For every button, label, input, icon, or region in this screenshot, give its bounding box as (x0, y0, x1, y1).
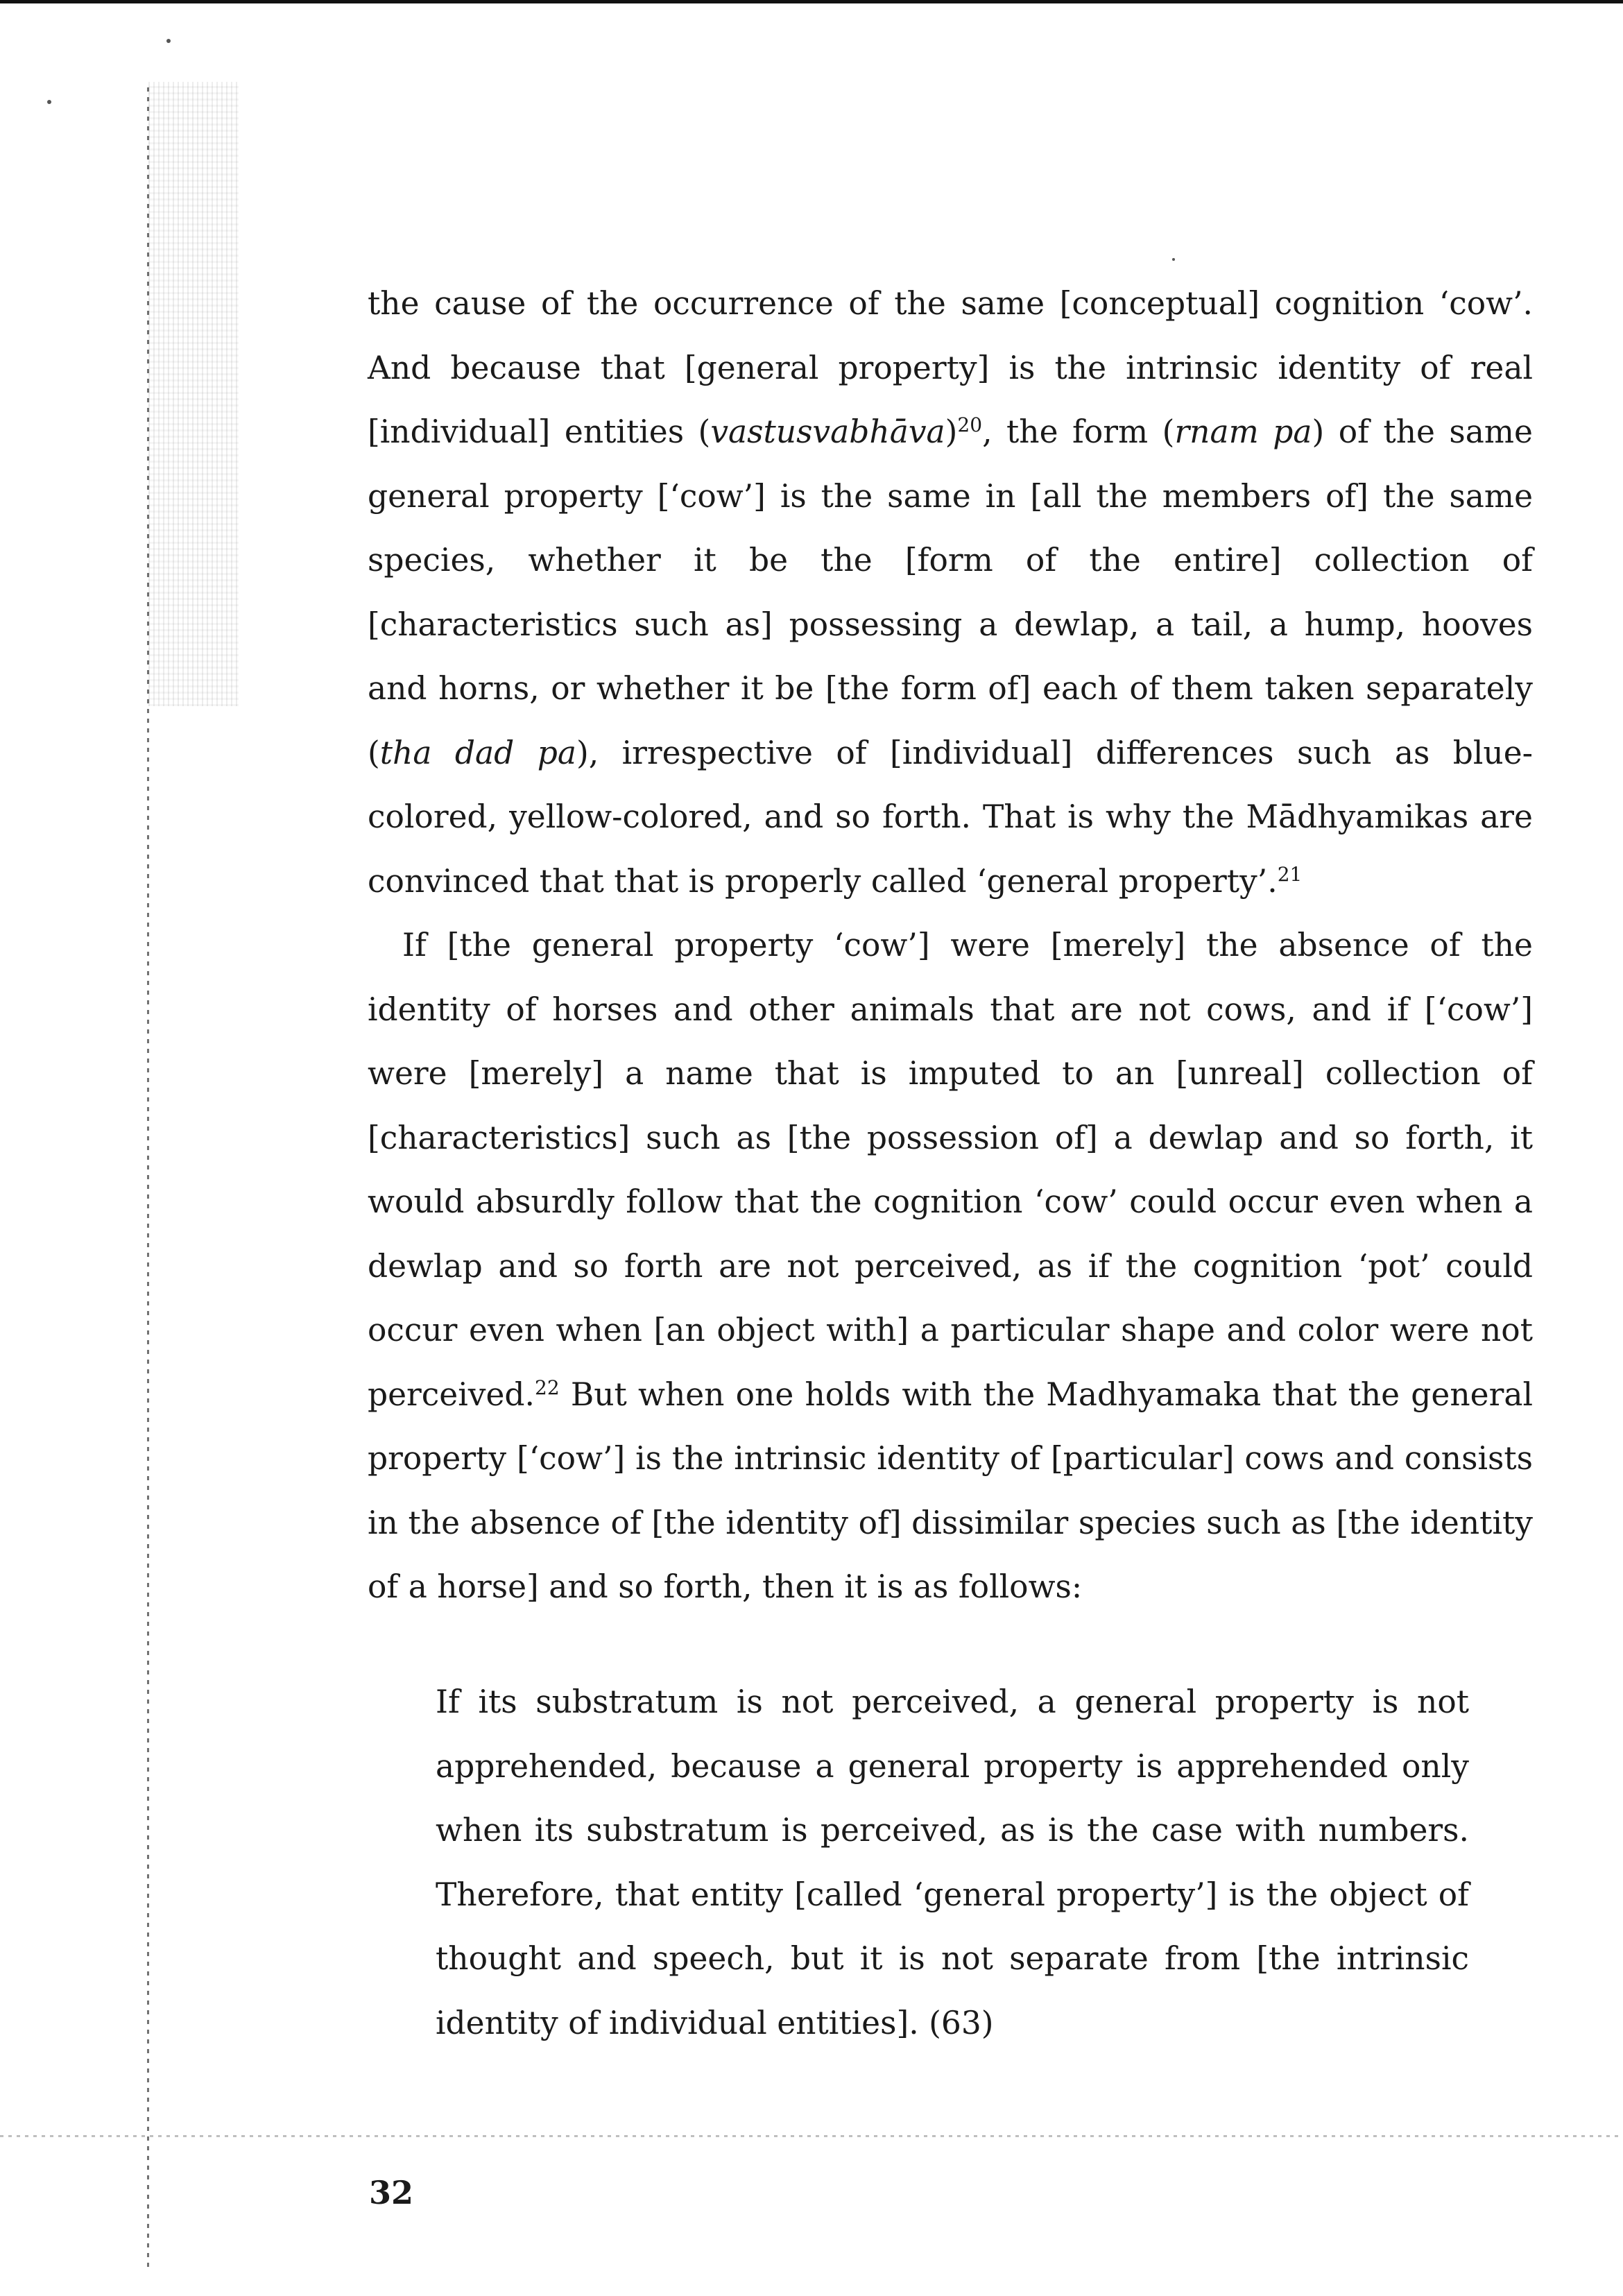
scan-speck (1172, 258, 1175, 261)
scan-speck (166, 39, 171, 43)
italic-term: vastusvabhāva (710, 413, 945, 450)
italic-term: tha dad pa (379, 734, 576, 771)
footnote-marker: 22 (535, 1376, 560, 1399)
scan-bottom-line (0, 2135, 1623, 2137)
text-run: If [the general property ‘cow’] were [merely] the absence of the identity of horses and other animals that are not cows, and if [‘cow’] were [merely] a name that is imputed to an [unreal] collection of [characteristics] such as [the possession of] a dewlap and so forth, it would absurdly follow that the cognition ‘cow’ could occur even when a dewlap and so forth are not perceived, as if the cognition ‘pot’ could occur even when [an object with] a particular shape and color were not perceived. (368, 927, 1533, 1413)
italic-term: rnam pa (1174, 413, 1312, 450)
paragraph-1 (368, 272, 1533, 914)
text-run: ) (945, 413, 958, 450)
body-text (368, 272, 1533, 1620)
text-run: the cause of the occurrence of the same [conceptual] cognition ‘cow’. And because that [general property] is the intrinsic identity of real [individual] entities ( (368, 285, 1533, 450)
page-number: 32 (369, 2174, 414, 2211)
scan-left-margin-line (147, 82, 149, 2267)
footnote-marker: 21 (1277, 862, 1303, 886)
paragraph-2 (368, 914, 1533, 1620)
text-run: ), irrespective of [individual] differences such as blue-colored, yellow-colored, and so forth. That is why the Mādhyamikas are convinced that that is properly called ‘general property’. (368, 734, 1533, 900)
scan-top-edge (0, 0, 1623, 3)
scan-speck (47, 100, 51, 104)
block-quote (436, 1670, 1469, 2055)
footnote-marker: 20 (957, 413, 983, 436)
quote-text: If its substratum is not perceived, a general property is not apprehended, because a general property is apprehended only when its substratum is perceived, as is the case with numbers. Therefore, that entity [called ‘general property’] is the object of thought and speech, but it is not separate from [the intrinsic identity of individual entities]. (63) (436, 1684, 1469, 2041)
scan-binding-shadow (148, 82, 239, 706)
text-run: But when one holds with the Madhyamaka that the general property [‘cow’] is the intrinsic identity of [particular] cows and consists in the absence of [the identity of] dissimilar species such as [the identity of a horse] and so forth, then it is as follows: (368, 1376, 1533, 1605)
text-run: , the form ( (982, 413, 1175, 450)
text-run: ) of the same general property [‘cow’] is the same in [all the members of] the same species, whether it be the [form of the entire] collection of [characteristics such as] possessing a dewlap, a tail, a hump, hooves and horns, or whether it be [the form of] each of them taken separately ( (368, 413, 1533, 771)
